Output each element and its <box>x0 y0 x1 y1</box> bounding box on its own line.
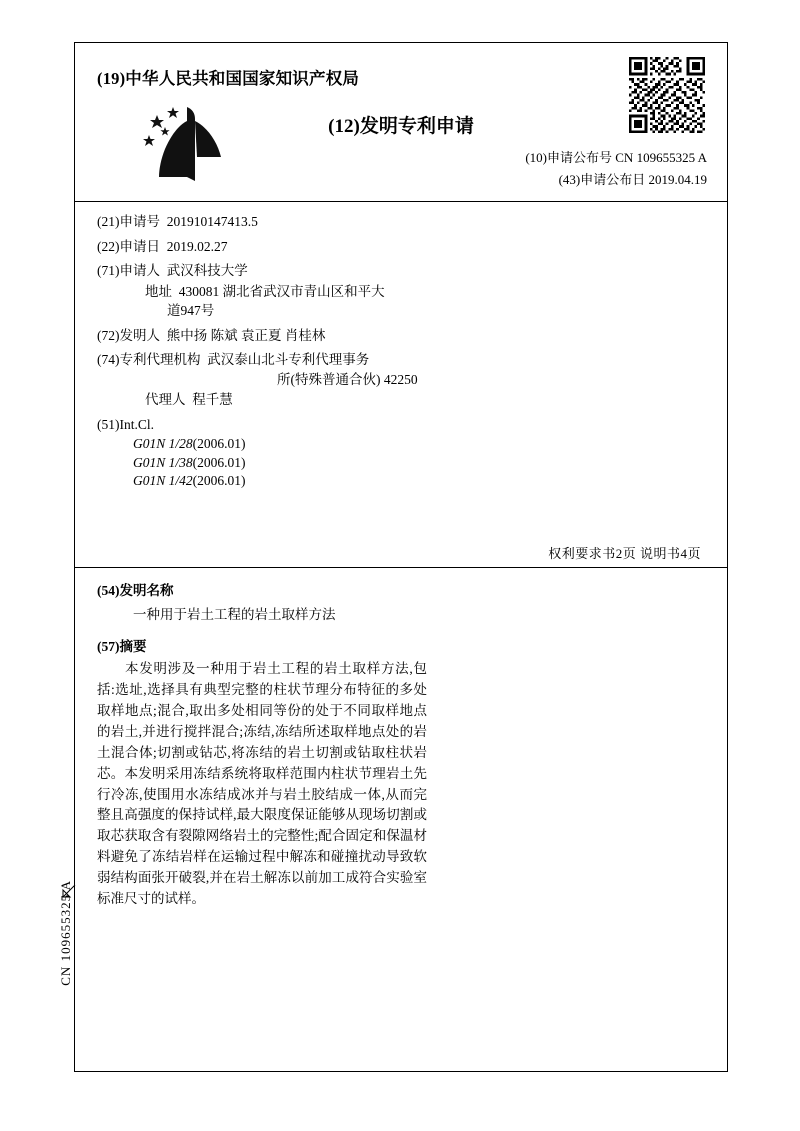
agency-value-2: 所(特殊普通合伙) 42250 <box>277 371 418 387</box>
office-code: (19) <box>97 69 126 88</box>
app-no-value: 201910147413.5 <box>166 214 258 229</box>
pub-date-code: (43) <box>558 172 581 187</box>
agent-label: 代理人 <box>145 392 186 407</box>
invention-name-code: (54) <box>97 583 120 598</box>
app-date-code: (22) <box>97 238 120 254</box>
address-line-2: 道947号 <box>167 303 215 318</box>
invention-name-label: 发明名称 <box>119 583 174 598</box>
inventors-label: 发明人 <box>119 327 160 343</box>
agency-label: 专利代理机构 <box>119 352 201 367</box>
ipc-item-code: G01N 1/28 <box>133 436 193 451</box>
invention-name-heading <box>97 579 427 599</box>
office-name: 中华人民共和国国家知识产权局 <box>125 69 360 88</box>
header-divider <box>75 201 727 202</box>
app-date-value: 2019.02.27 <box>166 238 228 254</box>
agent-row <box>97 393 697 407</box>
issuing-office <box>97 65 359 89</box>
application-number-row <box>97 215 697 229</box>
doc-type-label: 发明专利申请 <box>359 116 474 137</box>
agency-value-1: 武汉泰山北斗专利代理事务 <box>207 352 370 367</box>
application-date-row <box>97 240 697 254</box>
ipc-row <box>97 418 697 432</box>
publication-number <box>525 147 707 166</box>
bibliographic-data <box>97 215 697 493</box>
pub-no-code: (10) <box>525 150 547 165</box>
ipc-item <box>97 474 697 488</box>
applicant-row <box>97 264 697 278</box>
applicant-label: 申请人 <box>119 263 160 278</box>
agent-value: 程千慧 <box>192 392 233 407</box>
ipc-item-version: (2006.01) <box>192 436 246 451</box>
ipc-item-version: (2006.01) <box>192 473 246 488</box>
ipc-item <box>97 437 697 451</box>
app-no-label: 申请号 <box>119 214 160 229</box>
applicant-code: (71) <box>97 263 120 278</box>
ipc-label: Int.Cl. <box>119 416 155 432</box>
abstract-section <box>97 579 427 910</box>
pub-date-label: 申请公布日 <box>580 172 646 187</box>
applicant-value: 武汉科技大学 <box>166 263 248 278</box>
pub-no-value: CN 109655325 A <box>615 150 707 165</box>
app-date-label: 申请日 <box>119 238 160 254</box>
ipc-item-version: (2006.01) <box>192 454 246 470</box>
ipc-item <box>97 456 697 470</box>
address-label: 地址 <box>145 283 172 299</box>
inventors-code: (72) <box>97 327 120 343</box>
address-line-1: 430081 湖北省武汉市青山区和平大 <box>178 283 385 299</box>
abstract-heading <box>97 635 427 655</box>
applicant-address-row-2 <box>97 304 697 318</box>
abstract-paragraph: 本发明涉及一种用于岩土工程的岩土取样方法,包括:选址,选择具有典型完整的柱状节理分布特征的多处取样地点;混合,取出多处相同等份的处于不同取样地点的岩土,并进行搅拌混合;冻结,冻结所述取样地点处的岩土混合体;切割或钻芯,将冻结的岩土切割或钻取柱状岩芯。本发明采用冻结系统将取样范围内柱状节理岩土先行冷冻,使围用水冻结成冰并与岩土胶结成一体,从而完整且高强度的保持试样,最大限度保证能够从现场切割或取芯获取含有裂隙网络岩土的完整性;配合固定和保温材料避免了冻结岩样在运输过程中解冻和碰撞扰动导致软弱结构面张开破裂,并在岩土解冻以前加工成符合实验室标准尺寸的试样。 <box>97 661 427 907</box>
invention-name-value: 一种用于岩土工程的岩土取样方法 <box>133 607 336 622</box>
doc-type-code: (12) <box>328 116 360 137</box>
abstract-code: (57) <box>97 639 120 654</box>
document-type <box>75 111 727 138</box>
abstract-label: 摘要 <box>119 639 147 654</box>
pub-date-value: 2019.04.19 <box>648 172 707 187</box>
page-counts: 权利要求书2页 说明书4页 <box>548 546 701 561</box>
ipc-item-code: G01N 1/38 <box>133 454 193 470</box>
section-divider <box>75 567 727 568</box>
applicant-address-row <box>97 285 697 299</box>
inventors-value: 熊中扬 陈斌 袁正夏 肖桂林 <box>166 327 326 343</box>
agency-row-2 <box>97 373 697 387</box>
abstract-body <box>97 659 427 910</box>
publication-date <box>559 169 707 188</box>
ipc-item-code: G01N 1/42 <box>133 473 193 488</box>
pub-no-label: 申请公布号 <box>547 150 613 165</box>
document-frame <box>74 42 728 1072</box>
side-publication-number: CN 109655325 A <box>58 880 73 986</box>
app-no-code: (21) <box>97 214 120 229</box>
agency-row <box>97 353 697 367</box>
agency-code: (74) <box>97 352 120 367</box>
inventors-row <box>97 329 697 343</box>
ipc-code: (51) <box>97 416 120 432</box>
